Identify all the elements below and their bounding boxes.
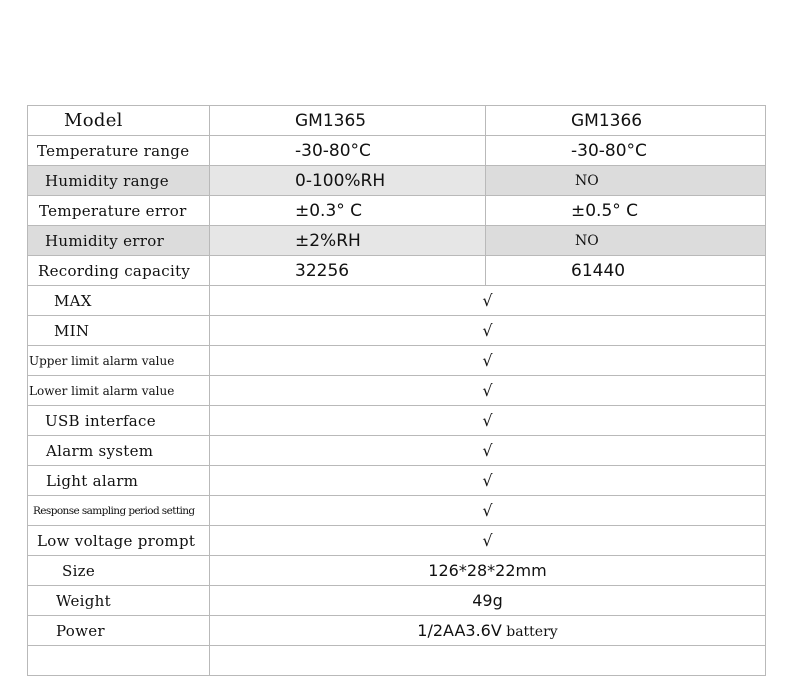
check-mark: √: [210, 406, 766, 436]
spec-table: [27, 105, 766, 676]
row-label: Weight: [28, 586, 210, 616]
check-mark: √: [210, 496, 766, 526]
check-mark: √: [210, 346, 766, 376]
table-row: [28, 256, 766, 286]
table-row: [28, 226, 766, 256]
row-label: Temperature range: [28, 136, 210, 166]
power-value: [210, 616, 766, 646]
table-row: [28, 586, 766, 616]
gm1366-value: NO: [486, 226, 766, 256]
table-row: [28, 436, 766, 466]
row-label: Upper limit alarm value: [28, 346, 210, 376]
gm1365-value: 32256: [210, 256, 486, 286]
gm1366-value: -30-80°C: [486, 136, 766, 166]
check-mark: √: [210, 466, 766, 496]
model-gm1365: GM1365: [210, 106, 486, 136]
gm1366-value: 61440: [486, 256, 766, 286]
table-row: [28, 556, 766, 586]
row-label: USB interface: [28, 406, 210, 436]
row-label: Recording capacity: [28, 256, 210, 286]
check-mark: √: [210, 526, 766, 556]
table-row: [28, 346, 766, 376]
table-row: [28, 526, 766, 556]
table-header-row: [28, 106, 766, 136]
table-row: [28, 616, 766, 646]
table-row: [28, 196, 766, 226]
table-row: [28, 496, 766, 526]
row-label: Low voltage prompt: [28, 526, 210, 556]
table-row-empty: [28, 646, 766, 676]
table-row: [28, 286, 766, 316]
empty-cell: [210, 646, 766, 676]
table-row: [28, 406, 766, 436]
row-label: Size: [28, 556, 210, 586]
gm1365-value: -30-80°C: [210, 136, 486, 166]
check-mark: √: [210, 286, 766, 316]
gm1366-value: NO: [486, 166, 766, 196]
table-row: [28, 316, 766, 346]
gm1365-value: ±0.3° C: [210, 196, 486, 226]
table-row: [28, 466, 766, 496]
row-label: Alarm system: [28, 436, 210, 466]
power-suffix: battery: [501, 624, 558, 640]
row-label: Lower limit alarm value: [28, 376, 210, 406]
check-mark: √: [210, 436, 766, 466]
check-mark: √: [210, 376, 766, 406]
gm1366-value: ±0.5° C: [486, 196, 766, 226]
table-row: [28, 136, 766, 166]
gm1365-value: 0-100%RH: [210, 166, 486, 196]
row-label: MAX: [28, 286, 210, 316]
table-row: [28, 376, 766, 406]
row-label: MIN: [28, 316, 210, 346]
row-label: Response sampling period setting: [28, 496, 210, 526]
header-label: Model: [28, 106, 210, 136]
size-value: 126*28*22mm: [210, 556, 766, 586]
power-voltage: 1/2AA3.6V: [417, 621, 502, 640]
row-label: Light alarm: [28, 466, 210, 496]
row-label: Temperature error: [28, 196, 210, 226]
empty-cell: [28, 646, 210, 676]
row-label: Humidity range: [28, 166, 210, 196]
row-label: Humidity error: [28, 226, 210, 256]
model-gm1366: GM1366: [486, 106, 766, 136]
row-label: Power: [28, 616, 210, 646]
check-mark: √: [210, 316, 766, 346]
table-row: [28, 166, 766, 196]
weight-value: 49g: [210, 586, 766, 616]
gm1365-value: ±2%RH: [210, 226, 486, 256]
